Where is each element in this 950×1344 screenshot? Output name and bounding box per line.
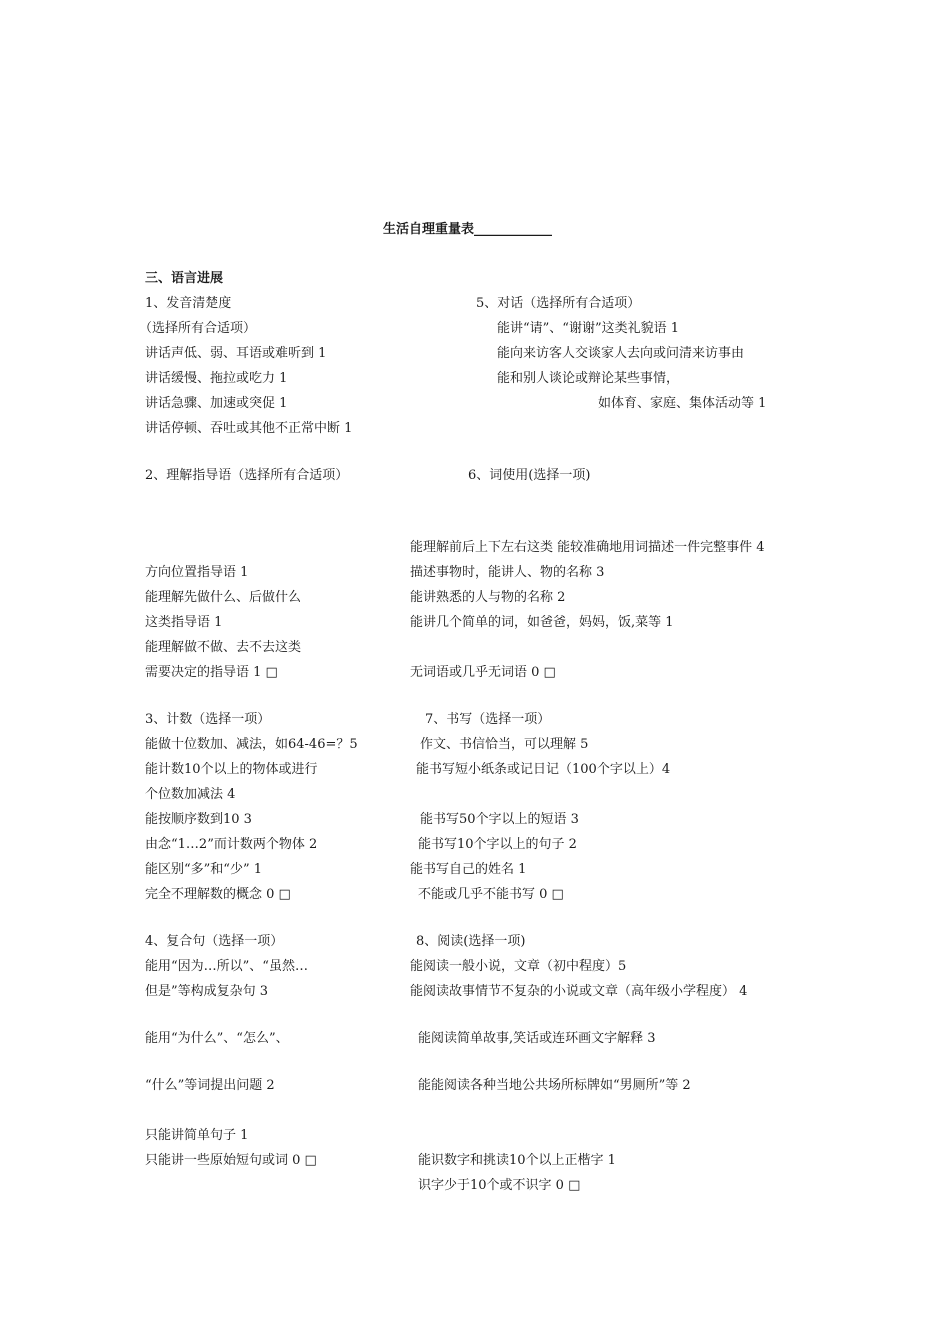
q3-item: 个位数加减法 4 — [145, 787, 236, 802]
q7-item: 作文、书信恰当，可以理解 5 — [420, 737, 589, 752]
q8-item: 能阅读简单故事,笑话或连环画文字解释 3 — [418, 1031, 656, 1046]
title-text: 生活自理重量表 — [383, 222, 475, 237]
q7-heading: 7、书写（选择一项） — [425, 712, 551, 727]
q8-heading: 8、阅读(选择一项) — [416, 934, 526, 949]
q3-item: 能计数10个以上的物体或进行 — [145, 762, 318, 777]
q7-item: 能书写10个字以上的句子 2 — [418, 837, 577, 852]
q4-item: 能用“为什么”、“怎么”、 — [145, 1031, 289, 1046]
q8-item: 识字少于10个或不识字 0 □ — [418, 1178, 581, 1193]
q4-heading: 4、复合句（选择一项） — [145, 934, 284, 949]
q8-item: 能识数字和挑读10个以上正楷字 1 — [418, 1153, 616, 1168]
q3-item: 由念“1…2”而计数两个物体 2 — [145, 837, 318, 852]
q6-item: 能讲几个简单的词，如爸爸，妈妈，饭,菜等 1 — [410, 615, 674, 630]
q8-item: 能阅读一般小说，文章（初中程度）5 — [410, 959, 627, 974]
q5-item: 如体育、家庭、集体活动等 1 — [598, 396, 767, 411]
q1-heading: 1、发音清楚度 — [145, 296, 232, 311]
q6-item: 描述事物时，能讲人、物的名称 3 — [410, 565, 605, 580]
q3-item: 能按顺序数到10 3 — [145, 812, 252, 827]
q6-item: 能理解前后上下左右这类 能较准确地用词描述一件完整事件 4 — [410, 540, 765, 555]
q7-item: 能书写50个字以上的短语 3 — [420, 812, 579, 827]
q3-item: 能做十位数加、减法，如64-46=？5 — [145, 737, 358, 752]
q6-item: 无词语或几乎无词语 0 □ — [410, 665, 556, 680]
q4-item: 能用“因为…所以”、“虽然… — [145, 959, 308, 974]
q4-item: 只能讲一些原始短句或词 0 □ — [145, 1153, 317, 1168]
q2-item: 这类指导语 1 — [145, 615, 223, 630]
q3-heading: 3、计数（选择一项） — [145, 712, 271, 727]
q1-item: 讲话急骤、加速或突促 1 — [145, 396, 288, 411]
q6-item: 能讲熟悉的人与物的名称 2 — [410, 590, 566, 605]
q5-item: 能和别人谈论或辩论某些事情， — [497, 371, 680, 386]
q8-item: 能能阅读各种当地公共场所标牌如“男厕所”等 2 — [418, 1078, 691, 1093]
q1-item: 讲话停顿、吞吐或其他不正常中断 1 — [145, 421, 353, 436]
q5-item: 能讲“请”、“谢谢”这类礼貌语 1 — [497, 321, 679, 336]
q2-item: 方向位置指导语 1 — [145, 565, 249, 580]
q7-item: 能书写短小纸条或记日记（100个字以上）4 — [416, 762, 671, 777]
q7-item: 不能或几乎不能书写 0 □ — [418, 887, 564, 902]
q2-item: 能理解先做什么、后做什么 — [145, 590, 302, 605]
q1-note: （选择所有合适项） — [139, 321, 257, 336]
q7-item: 能书写自己的姓名 1 — [410, 862, 527, 877]
q1-item: 讲话声低、弱、耳语或难听到 1 — [145, 346, 327, 361]
q5-heading: 5、对话（选择所有合适项） — [476, 296, 641, 311]
q4-item: 但是”等构成复杂句 3 — [145, 984, 269, 999]
q8-item: 能阅读故事情节不复杂的小说或文章（高年级小学程度） 4 — [410, 984, 748, 999]
q3-item: 能区别“多”和“少” 1 — [145, 862, 262, 877]
q1-item: 讲话缓慢、拖拉或吃力 1 — [145, 371, 288, 386]
q6-heading: 6、词使用(选择一项) — [468, 468, 591, 483]
q5-item: 能向来访客人交谈家人去向或问清来访事由 — [497, 346, 745, 361]
q4-item: “什么”等词提出问题 2 — [145, 1078, 275, 1093]
q2-item: 需要决定的指导语 1 □ — [145, 665, 278, 680]
q3-item: 完全不理解数的概念 0 □ — [145, 887, 291, 902]
document-title — [383, 222, 552, 238]
q4-item: 只能讲简单句子 1 — [145, 1128, 249, 1143]
q2-item: 能理解做不做、去不去这类 — [145, 640, 302, 655]
section-heading: 三、语言进展 — [145, 271, 224, 286]
title-blank: ____________ — [474, 222, 553, 237]
q2-heading: 2、理解指导语（选择所有合适项） — [145, 468, 349, 483]
